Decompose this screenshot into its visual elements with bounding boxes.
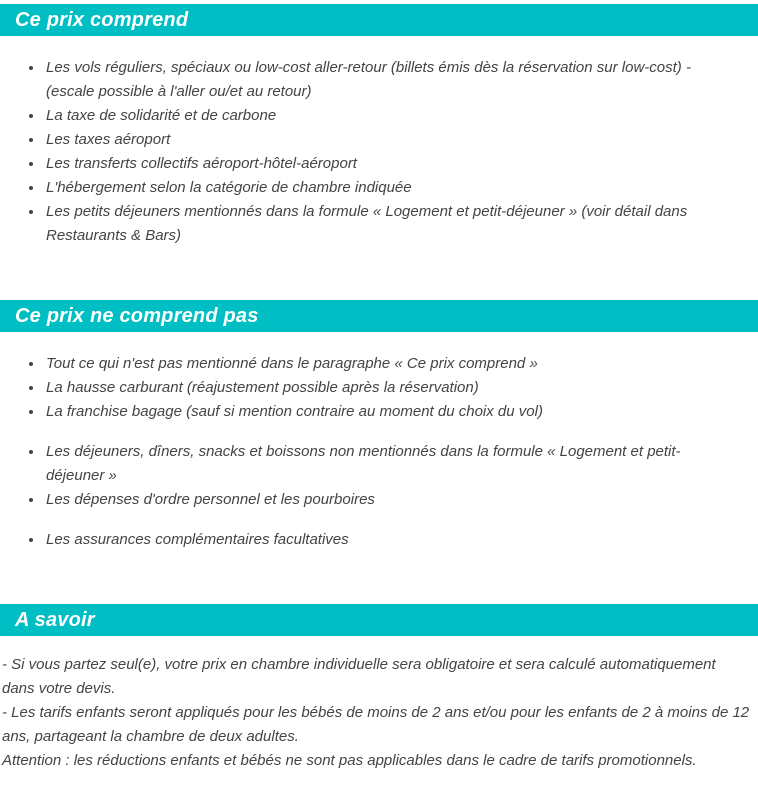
to-know-paragraphs (0, 653, 758, 773)
list-item: • La franchise bagage (sauf si mention contraire au moment du choix du vol) (44, 400, 738, 424)
list-item: • Les vols réguliers, spéciaux ou low-cost aller-retour (billets émis dès la réservation sur low-cost) - (escale possible à l'aller ou/et au retour) (44, 56, 738, 104)
list-item: • L'hébergement selon la catégorie de chambre indiquée (44, 176, 738, 200)
bottom-spacer (0, 773, 758, 791)
section-title-to-know: A savoir (15, 608, 95, 631)
not-included-list-group-2 (0, 440, 758, 512)
section-header-included (0, 4, 758, 36)
list-item: • Les déjeuners, dîners, snacks et boissons non mentionnés dans la formule « Logement et petit-déjeuner » (44, 440, 738, 488)
section-title-not-included: Ce prix ne comprend pas (15, 304, 259, 327)
section-title-included: Ce prix comprend (15, 8, 189, 31)
section-price-included (0, 4, 758, 248)
list-item: • Les taxes aéroport (44, 128, 738, 152)
list-item: • Les petits déjeuners mentionnés dans la formule « Logement et petit-déjeuner » (voir détail dans Restaurants & Bars) (44, 200, 738, 248)
list-item: • La taxe de solidarité et de carbone (44, 104, 738, 128)
section-header-to-know (0, 604, 758, 636)
not-included-list-group-1 (0, 352, 758, 424)
list-item: • Les dépenses d'ordre personnel et les pourboires (44, 488, 738, 512)
list-item: • La hausse carburant (réajustement possible après la réservation) (44, 376, 738, 400)
paragraph: - Les tarifs enfants seront appliqués pour les bébés de moins de 2 ans et/ou pour les enfants de 2 à moins de 12 ans, partageant la chambre de deux adultes. (2, 704, 750, 745)
section-header-not-included (0, 300, 758, 332)
list-item: • Tout ce qui n'est pas mentionné dans le paragraphe « Ce prix comprend » (44, 352, 738, 376)
section-to-know (0, 604, 758, 773)
included-list (0, 56, 758, 248)
section-price-not-included (0, 300, 758, 552)
paragraph: - Si vous partez seul(e), votre prix en chambre individuelle sera obligatoire et sera calculé automatiquement dans votre devis. (2, 656, 716, 697)
not-included-list-group-3 (0, 528, 758, 552)
list-item: • Les assurances complémentaires facultatives (44, 528, 738, 552)
list-item: • Les transferts collectifs aéroport-hôtel-aéroport (44, 152, 738, 176)
paragraph: Attention : les réductions enfants et bébés ne sont pas applicables dans le cadre de tarifs promotionnels. (2, 752, 697, 769)
